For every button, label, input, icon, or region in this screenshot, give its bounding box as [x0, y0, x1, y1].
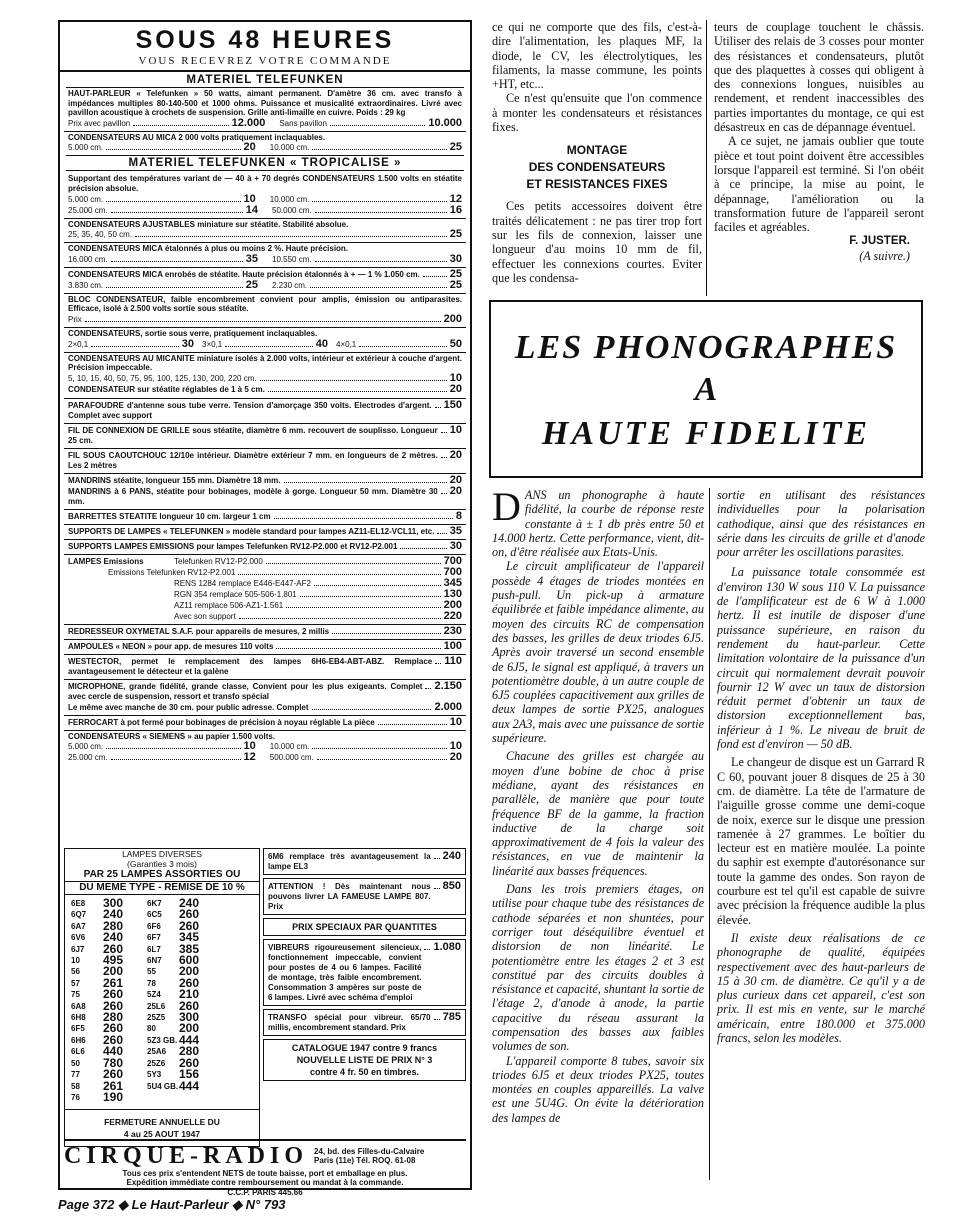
lamp-price: 200 [179, 964, 200, 979]
lamp-price: 260 [103, 941, 124, 956]
lamp-type: 6E8 [71, 899, 86, 908]
lamp-type: 6N7 [147, 956, 162, 966]
article-column-4: sortie en utilisant des résistances individuelles pour la polarisation cathodique, ainsi que des résistances en série dans les circuits de grille et d'anode pour arrêter les oscillations parasites. La puissance totale consommée est d'environ 130 W sous 110 V. La puissance de l'amplificateur est de 6 W à 1.000 hertz. Il est inutile de disposer d'une puissance supérieure, en raison du rendement du haut-parleur. Cette limitation volontaire de la puissance d'un circuit qui normalement devrait pouvoir fournir 12 W avec un taux de distorsion réduit permet d'obtenir un taux de distorsion exceptionnellement bas, inférieur à 1 %. Le niveau de bruit de fond est d'environ — 50 dB. Le changeur de disque est un Garrard R C 60, pouvant jouer 8 disques de 25 à 30 cm. de diamètre. La tête de l'armature de l'aiguille grosse comme une demi-coque de noix, exerce sur le disque une pression ramenée à 27 grammes. Le boîtier du lecteur est en matière moulée. La pointe du saphir est exempte d'autorésonance sur toute la gamme des ondes. Son rayon de courbure est tel qu'il est capable de suivre avec précision la fréquence audible la plus élevée. Il existe deux réalisations de ce phonographe de qualité, équipées respectivement avec des haut-parleurs de 15 à 30 cm. de diamètre. Ce qu'il y a de plus curieux dans cet appareil, c'est son prix. Il est mis en vente, sur le marché américain, entre 180.000 et 375.000 francs, selon les modèles. [717, 488, 925, 1045]
ad-item-ferrocart: FERROCART à pot fermé pour bobinages de précision à noyau réglable La pièce 10 [64, 716, 466, 731]
ad-item-6m6: 6M6 remplace très avantageusement la lampe EL3 240 [263, 848, 466, 875]
lamp-type: 25Z5 [147, 1013, 166, 1023]
lamp-price: 280 [179, 1044, 200, 1059]
ad-item-mica: CONDENSATEURS AU MICA 2 000 volts pratiquement inclaquables. 5.000 cm. 20 10.000 cm. 25 [68, 132, 462, 154]
ad-title: SOUS 48 HEURES [135, 26, 395, 54]
advertisement-block [58, 20, 472, 1197]
lamp-price: 240 [103, 930, 124, 945]
cirque-radio-logo: CIRQUE-RADIO [64, 1143, 309, 1169]
lamp-type: 6A7 [71, 921, 86, 931]
lamp-price: 345 [179, 930, 200, 945]
lamp-type: 5Z4 [147, 990, 161, 1000]
cirque-radio-footer [64, 1139, 466, 1197]
article-column-1: ce qui ne comporte que des fils, c'est-à-dire l'alimentation, les plaques MF, la diode, le CV, les électrolytiques, les filaments, la masse commune, les points +HT, etc... Ce n'est qu'ensuite que l'on commence à monter les condensateurs et résistances fixes. MONTAGE DES CONDENSATEURS ET RESISTANCES FIXES Ces petits accessoires doivent être traités délicatement : ne pas tirer trop fort sur les fils de connexion, laisser une longueur d'au moins 10 mm de fil, effectuer les connexions courtes. Eviter que les condensa- [492, 20, 702, 285]
lamp-price: 260 [179, 918, 200, 933]
lamp-type: 6A8 [71, 1001, 86, 1011]
fermeture-annuelle: FERMETURE ANNUELLE DU 4 au 25 AOUT 1947 [65, 1109, 259, 1146]
lamp-price: 260 [179, 975, 200, 990]
article-column-2: teurs de couplage touchent le châssis. Utiliser des relais de 3 cosses pour monter des résistances et condensateurs, plutôt que des plaquettes à cosses qui obligent à des connexions longues, nuisibles au rendement, et rendent inaccessibles des parties importantes du montage, ce qui est désastreux en cas de dépannage éventuel. A ce sujet, ne jamais oublier que toute pièce et tout point doivent être accessibles lorsque l'appareil est terminé. Si l'on obéit à ce principe, la mise au point, le dépannage, l'amélioration ou la transformation future de l'appareil seront faciles et agréables. F. JUSTER. (A suivre.) [714, 20, 924, 263]
ad-item-supports-telefunken: SUPPORTS DE LAMPES « TELEFUNKEN » modèle standard pour lampes AZ11-EL12-VCL11, etc. 35 [64, 525, 466, 540]
lamp-price: 780 [103, 1055, 124, 1070]
ad-item-supports-emissions: SUPPORTS LAMPES EMISSIONS pour lampes Telefunken RV12-P2.000 et RV12-P2.001 30 [64, 540, 466, 555]
lamp-price [179, 1092, 219, 1103]
ad-item-microphone: MICROPHONE, grande fidélité, grande classe, Convient pour les plus exigeants. Complet avec cercle de suspension, ressort et transfo spécial 2.150 Le même avec manche de 30 cm. pour public adresse. Complet 2.000 [64, 680, 466, 716]
lamp-price: 261 [103, 1078, 124, 1093]
ad-item-tropicalise: Supportant des températures variant de — 40 à + 70 degrés CONDENSATEURS 1.500 volts en stéatite précision absolue. 5.000 cm. 10 10.000 cm. 12 25.000 cm. 14 50.000 cm. 16 [64, 173, 466, 218]
lamp-type: 5U4 GB. [147, 1081, 179, 1091]
lamp-type: 75 [71, 990, 80, 1000]
lamp-price: 200 [103, 964, 124, 979]
lamp-price: 260 [179, 907, 200, 922]
to-be-continued: (A suivre.) [859, 248, 910, 263]
lamp-price: 260 [103, 998, 124, 1013]
lamp-type: 6C5 [147, 910, 162, 920]
lamp-type [147, 1092, 173, 1103]
lamp-type: 6K7 [147, 899, 162, 908]
lamp-type: 6L7 [147, 944, 161, 954]
ad-item-mica-etalonnes: CONDENSATEURS MICA étalonnés à plus ou moins 2 %. Haute précision. 16.000 cm. 35 10.550 cm. 30 [64, 243, 466, 268]
lamp-price: 210 [179, 987, 200, 1002]
ad-item-micanite: CONDENSATEURS AU MICANITE miniature isolés à 2.000 volts, intérieur et extérieur à couche d'argent. Précision impeccable. 5, 10, 15, 40, 50, 75, 95, 100, 125, 130, 200, 220 cm. 10 CONDENSATEUR sur stéatite réglables de 1 à 5 cm. 20 [68, 353, 463, 395]
article-title-line-1: LES PHONOGRAPHES [514, 329, 898, 366]
lamp-price: 280 [103, 918, 124, 933]
lamp-type: 6F6 [147, 921, 161, 931]
lamp-type: 56 [71, 967, 80, 977]
ad-item-barrettes: BARRETTES STEATITE longueur 10 cm. largeur 1 cm 8 [64, 510, 466, 525]
lamp-price: 261 [103, 975, 124, 990]
lamp-price: 300 [103, 896, 124, 910]
lamp-price: 300 [179, 1010, 200, 1025]
ad-item-mica-enrobes: CONDENSATEURS MICA enrobés de stéatite. Haute précision étalonnés à + — 1 % 1.050 cm. 25 3.830 cm. 25 2.230 cm. 25 [64, 268, 466, 294]
lamp-price: 260 [103, 987, 124, 1002]
lamp-price: 156 [179, 1067, 200, 1082]
lamp-type: 76 [71, 1092, 80, 1102]
lamp-type: 25Z6 [147, 1058, 166, 1068]
section-heading: MONTAGE [566, 143, 628, 158]
column-rule [706, 20, 707, 296]
lamp-type: 6H8 [71, 1013, 86, 1023]
ad-item-ajustables: CONDENSATEURS AJUSTABLES miniature sur stéatite. Stabilité absolue. 25, 35, 40, 50 cm. 25 [64, 219, 466, 244]
column-rule [709, 488, 710, 1180]
lamp-type: 6V6 [71, 933, 86, 943]
cirque-radio-address: 24, bd. des Filles-du-Calvaire Paris (11e) Tél. ROQ. 61-08 [314, 1146, 425, 1165]
lamp-price: 444 [179, 1032, 200, 1047]
lamp-type: 6F5 [71, 1024, 85, 1034]
ad-item-fil-grille: FIL DE CONNEXION DE GRILLE sous stéatite, diamètre 6 mm. recouvert de souplisso. Longueur 25 cm. 10 [64, 424, 466, 449]
ad-item-haut-parleur: HAUT-PARLEUR « Telefunken » 50 watts, aimant permanent. D'amètre 36 cm. avec transfo à impédances multiples 80-140-500 et 1000 ohms. Puissance et musicalité extraordinaires. Livré avec pavillon acoustique à crochets de suspension. Grille anti-limaille en cuivre. Poids : 29 kg Prix avec pavillon 12.000 Sans pavillon 10.000 [64, 88, 466, 132]
lamp-type: 6L6 [71, 1047, 85, 1057]
lamp-price: 190 [103, 1089, 124, 1104]
ad-item-sortie-verre: CONDENSATEURS, sortie sous verre, pratiquement inclaquables. 2×0,1 30 3×0,1 40 4×0,1 50 [64, 328, 466, 353]
ad-right-boxes [263, 848, 466, 1147]
article-title-box [489, 300, 923, 478]
lamp-type: 6J7 [71, 944, 85, 954]
lamp-type: 5Y3 [147, 1070, 162, 1080]
lampes-table [65, 895, 259, 1105]
drop-cap: D [492, 484, 521, 529]
lamp-price: 385 [179, 941, 200, 956]
lamp-type: 25L6 [147, 1001, 166, 1011]
lamp-type: 6H6 [71, 1035, 86, 1045]
lamp-price: 260 [179, 998, 200, 1013]
lamp-type: 10 [71, 956, 80, 966]
catalogue-box: CATALOGUE 1947 contre 9 francs NOUVELLE LISTE DE PRIX N° 3 contre 4 fr. 50 en timbres. [263, 1039, 466, 1081]
author: F. JUSTER. [849, 235, 910, 248]
article-column-3: DANS un phonographe à haute fidélité, la courbe de réponse reste constante à ± 1 db près entre 50 et 14.000 hertz. Cette performance, vient, dit-on, d'être réalisée aux Etats-Unis. Le circuit amplificateur de l'appareil possède 4 étages de triodes montées en push-pull. Un pick-up à armature équilibrée et faible impédance alimente, au moyen des circuits RC de compensation des basses, les grilles de deux triodes 6J5. Après avoir traversé un second ensemble de 6J5, le signal est appliqué, à travers un potentiomètre double, à un autre couple de 6J5 couplées capacitivement aux grilles de deux lampes de sortie PX25, analogues aux 2A3, mais avec une puissance de sortie supérieure. Chacune des grilles est chargée au moyen d'une bobine de choc à prise médiane, ayant des résistances en parallèle, de manière que pour toute fréquence BF de la gamme, la fraction inductive de la charge soit approximativement de 4 fois la valeur des résistances, en vue de maintenir la linéarité aux basses fréquences. Dans les trois premiers étages, on utilise pour chaque tube des résistances de cathode séparées et non shuntées, pour corriger tout déséquilibre éventuel et distorsion de non linéarité. Le potentiomètre entre les étages 2 et 3 est constitué par des circuits doubles à résistance et capacité, shuntant la sortie de l'étage 2, d'anode à anode, la partie capacitive du réseau assurant la compensation des basses aux faibles volumes de son. L'appareil comporte 8 tubes, savoir six triodes 6J5 et deux triodes PX25, toutes montées en couples appareillés. La valve est une 5U4G. On évite la détérioration des lampes de [492, 484, 704, 1125]
lamp-type: 50 [71, 1058, 80, 1068]
ad-item-ampoules: AMPOULES « NEON » pour app. de mesures 110 volts 100 [64, 640, 466, 655]
ad-item-westector: WESTECTOR, permet le remplacement des lampes 6H6-EB4-ABT-ABZ. Remplace avantageusement le détecteur et la galène 110 [64, 655, 466, 680]
article-title-line-3: HAUTE FIDELITE [541, 415, 871, 452]
lamp-price: 600 [179, 953, 200, 968]
section-header-tropicalise: MATERIEL TELEFUNKEN « TROPICALISE » [66, 155, 464, 171]
cirque-radio-terms: Tous ces prix s'entendent NETS de toute baisse, port et emballage en plus. Expédition immédiate contre remboursement ou mandat à la commande. C.C.P. PARIS 445.66 [122, 1169, 408, 1197]
lamp-price: 260 [103, 1021, 124, 1036]
prix-speciaux: PRIX SPECIAUX PAR QUANTITES [263, 918, 466, 936]
lamp-type: 80 [147, 1024, 156, 1034]
lamp-type: 5Z3 GB. [147, 1035, 178, 1045]
lamp-type: 57 [71, 978, 80, 988]
lamp-price: 444 [179, 1078, 200, 1093]
lamp-price: 495 [103, 953, 124, 968]
lamp-price: 260 [179, 1055, 200, 1070]
ad-item-redresseur: REDRESSEUR OXYMETAL S.A.F. pour appareils de mesures, 2 millis 230 [64, 625, 466, 640]
lamp-price: 240 [103, 907, 124, 922]
lamp-price: 200 [179, 1021, 200, 1036]
lamp-price: 280 [103, 1010, 124, 1025]
lamp-type: 55 [147, 967, 156, 977]
lampes-diverses-box: LAMPES DIVERSES (Garanties 3 mois) PAR 25 LAMPES ASSORTIES OU DU MEME TYPE - REMISE DE 10 % 6E8 300 6K7 240 6Q7 240 6C5 260 6A7 280 6F6 260 6V6 240 6F7 345 6J7 260 6L7 385 10 495 6N7 600 56 200 55 200 57 261 78 260 75 260 5Z4 210 6A8 260 25L6 260 6H8 280 25Z5 300 6F5 260 80 200 6H6 260 5Z3 GB. 444 6L6 440 25A6 280 50 780 25Z6 260 77 260 5Y3 156 58 261 5U4 GB. 444 76 190 FERMETURE ANNUELLE DU 4 au 25 AOUT 1947 [64, 848, 260, 1147]
lamp-price: 440 [103, 1044, 124, 1059]
ad-banner [60, 22, 470, 72]
ad-item-parafoudre: PARAFOUDRE d'antenne sous tube verre. Tension d'amorçage 350 volts. Electrodes d'argent. Complet avec support 150 [64, 399, 466, 424]
ad-item-mandrins: MANDRINS stéatite, longueur 155 mm. Diamètre 18 mm. 20 MANDRINS à 6 PANS, stéatite pour bobinages, modèle à gorge. Longueur 50 mm. Diamètre 30 mm. 20 [64, 474, 466, 510]
lamp-price: 260 [103, 1067, 124, 1082]
ad-item-transfo: TRANSFO spécial pour vibreur. 65/70 millis, encombrement standard. Prix 785 [263, 1009, 466, 1036]
lamp-price: 240 [179, 896, 200, 910]
article-title-line-2: A [694, 371, 718, 408]
ad-item-siemens: CONDENSATEURS « SIEMENS » au papier 1.500 volts. 5.000 cm. 10 10.000 cm. 10 25.000 cm. 12 500.000 cm. 20 [68, 731, 463, 764]
ad-item-bloc-condensateur: BLOC CONDENSATEUR, faible encombrement convient pour amplis, émission ou antiparasites. Efficace, isolé à 2.500 volts sortie sous stéatite. Prix 200 [64, 294, 466, 328]
ad-item-vibreurs: VIBREURS rigoureusement silencieux, fonctionnement impeccable, convient pour postes de 4 ou 6 lampes. Facilité de montage, très faible encombrement. Consommation 3 ampères sur poste de 6 lampes. Livré avec schéma d'emploi 1.080 [263, 939, 466, 1006]
ad-item-fil-caoutchouc: FIL SOUS CAOUTCHOUC 12/10e intérieur. Diamètre extérieur 7 mm. en longueurs de 2 mètres. Les 2 mètres 20 [64, 449, 466, 474]
lamp-type: 58 [71, 1081, 80, 1091]
ad-item-attention-807: ATTENTION ! Dès maintenant nous pouvons livrer LA FAMEUSE LAMPE 807. Prix 850 [263, 878, 466, 915]
lamp-type: 6F7 [147, 933, 161, 943]
lamp-price: 260 [103, 1032, 124, 1047]
lamp-type: 77 [71, 1070, 80, 1080]
lamp-type: 78 [147, 978, 156, 988]
lamp-type: 6Q7 [71, 910, 87, 920]
ad-bottom-grid [64, 848, 466, 1147]
lamp-type: 25A6 [147, 1047, 167, 1057]
section-header-telefunken: MATERIEL TELEFUNKEN [66, 72, 464, 88]
page-footer: Page 372 ◆ Le Haut-Parleur ◆ N° 793 [58, 1197, 286, 1212]
ad-subtitle: VOUS RECEVREZ VOTRE COMMANDE [138, 55, 392, 67]
ad-item-lampes-emissions: LAMPES Emissions Telefunken RV12-P2.000 700 Emissions Telefunken RV12-P2.001 700 RENS 1284 remplace E446-E447-AF2 345 RGN 354 remplace 505-506-1.801 130 AZ11 remplace 506-AZ1-1.561 200 Avec son support 220 [64, 555, 466, 625]
